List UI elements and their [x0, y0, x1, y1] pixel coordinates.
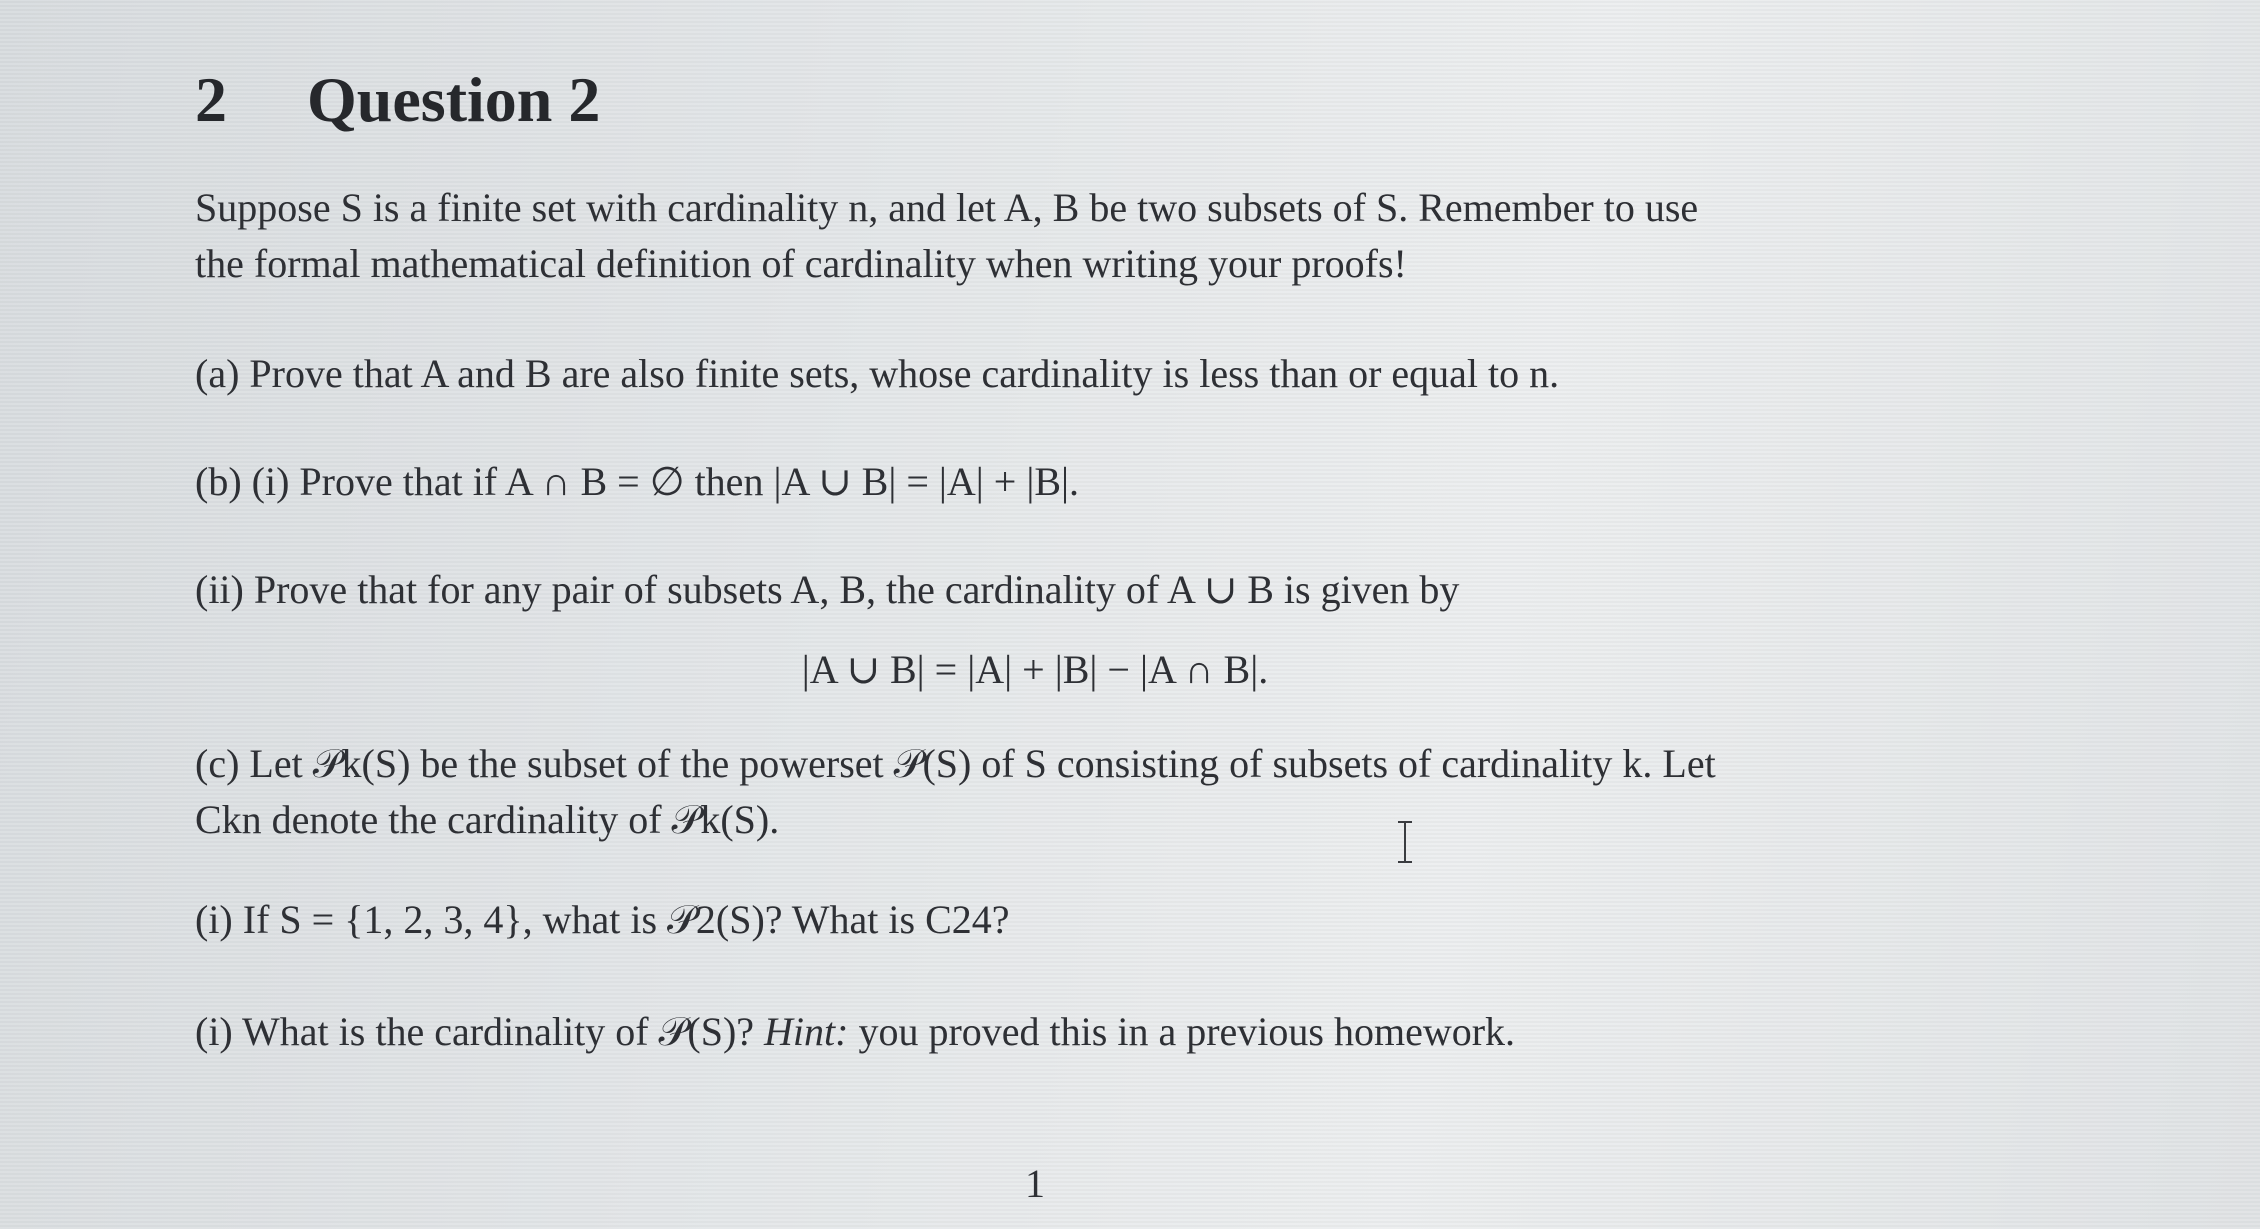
intro-line-2: the formal mathematical definition of cardinality when writing your proofs! — [195, 241, 1407, 286]
part-c-line-1: (c) Let 𝒫k(S) be the subset of the powerset 𝒫(S) of S consisting of subsets of cardinality k. Let — [195, 741, 1716, 786]
text-cursor-icon — [1395, 820, 1415, 864]
section-number: 2 — [195, 64, 227, 135]
part-c-ii — [195, 1004, 1515, 1060]
document-page — [195, 60, 2095, 1206]
part-c-line-2: Ckn denote the cardinality of 𝒫k(S). — [195, 797, 780, 842]
section-heading — [195, 64, 601, 135]
part-b-ii: (ii) Prove that for any pair of subsets A, B, the cardinality of A ∪ B is given by — [195, 567, 1460, 612]
page-number: 1 — [1025, 1161, 1045, 1206]
hint-text: you proved this in a previous homework. — [858, 1009, 1516, 1054]
union-formula: |A ∪ B| = |A| + |B| − |A ∩ B|. — [801, 647, 1269, 692]
part-b-i: (b) (i) Prove that if A ∩ B = ∅ then |A ∪ B| = |A| + |B|. — [195, 459, 1080, 504]
intro-line-1: Suppose S is a finite set with cardinality n, and let A, B be two subsets of S. Remember to use — [195, 185, 1699, 230]
part-c-ii-question: (i) What is the cardinality of 𝒫(S)? — [195, 1009, 755, 1054]
section-title: Question 2 — [307, 64, 601, 135]
part-c-i: (i) If S = {1, 2, 3, 4}, what is 𝒫2(S)? What is C24? — [195, 897, 1010, 942]
part-a: (a) Prove that A and B are also finite sets, whose cardinality is less than or equal to n. — [195, 351, 1560, 396]
hint-label: Hint: — [764, 1009, 849, 1054]
